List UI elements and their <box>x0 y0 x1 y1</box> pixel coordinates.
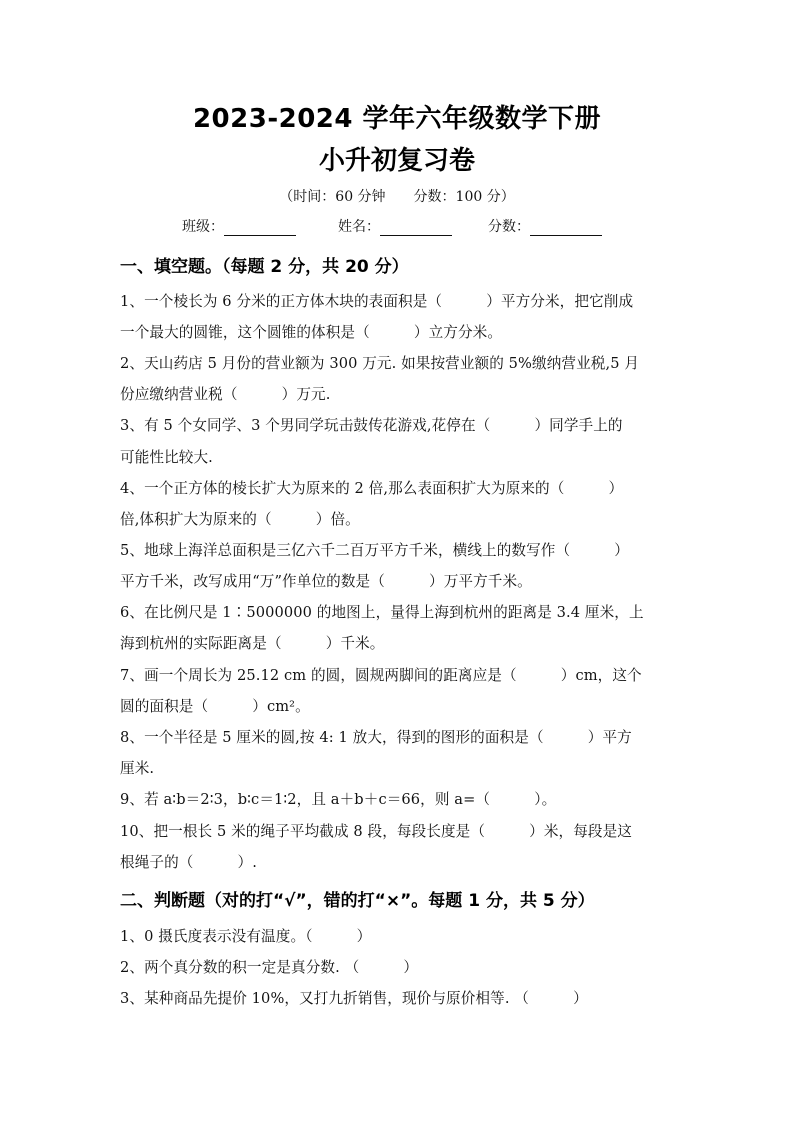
question-line: 厘米. <box>120 760 155 777</box>
exam-subtitle: 小升初复习卷 <box>318 146 475 176</box>
exam-title: 2023-2024 学年六年级数学下册 <box>192 104 602 134</box>
question-line: 6、在比例尺是 1∶5000000 的地图上，量得上海到杭州的距离是 3.4 厘米，上 <box>120 604 644 621</box>
time-score-info: （时间：60 分钟 分数：100 分） <box>279 189 515 205</box>
question-line: 一个最大的圆锥，这个圆锥的体积是（ ）立方分米。 <box>120 324 503 341</box>
question-line: 8、一个半径是 5 厘米的圆,按 4: 1 放大，得到的图形的面积是（ ）平方 <box>120 729 632 746</box>
question-line: 海到杭州的实际距离是（ ）千米。 <box>120 635 385 652</box>
question-line: 2、两个真分数的积一定是真分数. （ ） <box>120 959 419 976</box>
question-line: 圆的面积是（ ）cm²。 <box>120 698 310 715</box>
class-label: 班级： <box>182 219 224 235</box>
question-line: 份应缴纳营业税（ ）万元. <box>120 386 331 403</box>
question-line: 可能性比较大. <box>120 449 213 466</box>
question-line: 4、一个正方体的棱长扩大为原来的 2 倍,那么表面积扩大为原来的（ ） <box>120 480 624 497</box>
name-field <box>338 216 452 236</box>
score-label: 分数： <box>488 219 530 235</box>
question-line: 2、天山药店 5 月份的营业额为 300 万元. 如果按营业额的 5%缴纳营业税,5 月 <box>120 355 640 372</box>
question-line: 3、某种商品先提价 10%，又打九折销售，现价与原价相等. （ ） <box>120 990 588 1007</box>
name-blank[interactable] <box>380 220 452 236</box>
score-blank[interactable] <box>530 220 602 236</box>
section-fill-in-heading: 一、填空题。（每题 2 分，共 20 分） <box>120 257 409 277</box>
question-line: 5、地球上海洋总面积是三亿六千二百万平方千米，横线上的数写作（ ） <box>120 542 629 559</box>
class-field <box>182 216 296 236</box>
score-field <box>488 216 602 236</box>
question-line: 9、若 a∶b＝2∶3，b∶c＝1∶2，且 a＋b＋c＝66，则 a=（ ）。 <box>120 791 557 808</box>
question-line: 3、有 5 个女同学、3 个男同学玩击鼓传花游戏,花停在（ ）同学手上的 <box>120 417 623 434</box>
question-line: 根绳子的（ ）. <box>120 854 257 871</box>
question-line: 1、0 摄氏度表示没有温度。（ ） <box>120 928 372 945</box>
name-label: 姓名： <box>338 219 380 235</box>
question-line: 1、一个棱长为 6 分米的正方体木块的表面积是（ ）平方分米，把它削成 <box>120 293 634 310</box>
question-line: 倍,体积扩大为原来的（ ）倍。 <box>120 511 360 528</box>
question-line: 平方千米，改写成用“万”作单位的数是（ ）万平方千米。 <box>120 573 532 590</box>
section-true-false-heading: 二、判断题（对的打“√”，错的打“×”。每题 1 分，共 5 分） <box>120 891 595 911</box>
class-blank[interactable] <box>224 220 296 236</box>
question-line: 7、画一个周长为 25.12 cm 的圆，圆规两脚间的距离应是（ ）cm，这个 <box>120 667 642 684</box>
question-line: 10、把一根长 5 米的绳子平均截成 8 段，每段长度是（ ）米，每段是这 <box>120 823 633 840</box>
